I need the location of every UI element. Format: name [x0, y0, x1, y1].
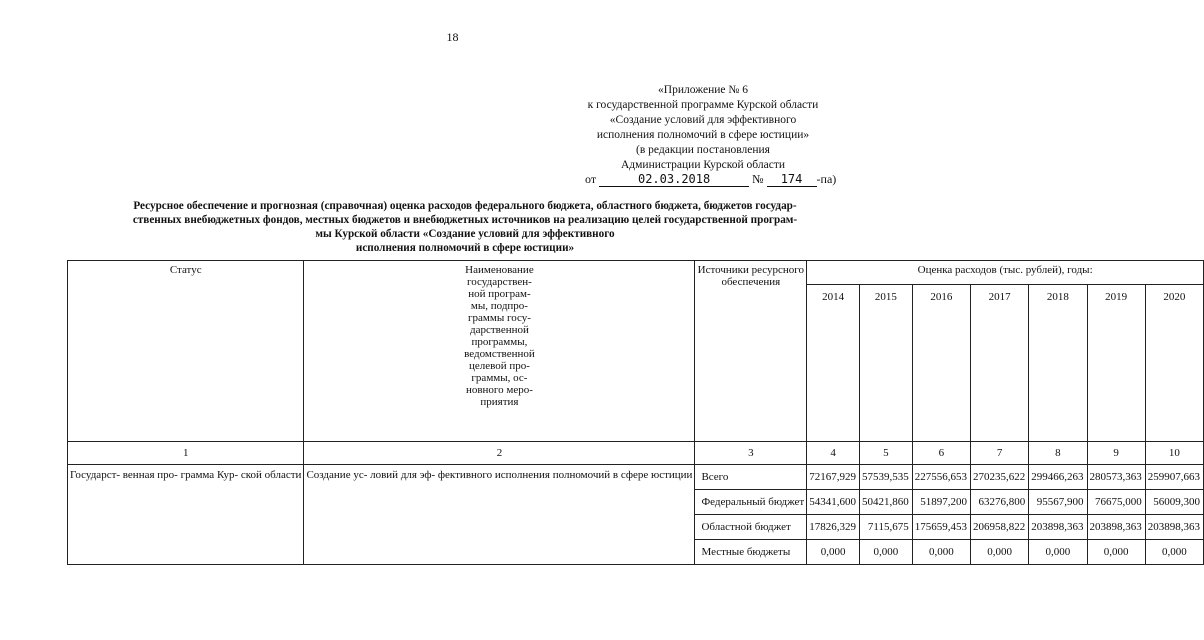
value-cell: 203898,363	[1087, 515, 1145, 540]
source-cell: Областной бюджет	[695, 515, 807, 540]
page-number: 18	[446, 30, 459, 44]
decree-number: 174	[767, 172, 817, 187]
value-cell: 203898,363	[1029, 515, 1087, 540]
column-number: 2	[304, 442, 695, 465]
year-header: 2017	[971, 285, 1029, 442]
value-cell: 206958,822	[971, 515, 1029, 540]
appendix-line: исполнения полномочий в сфере юстиции»	[596, 129, 810, 141]
value-cell: 259907,663	[1145, 465, 1203, 490]
document-title	[70, 199, 860, 255]
value-cell: 51897,200	[912, 490, 970, 515]
appendix-line: (в редакции постановления	[636, 144, 770, 156]
source-cell: Всего	[695, 465, 807, 490]
decree-reference	[585, 172, 836, 187]
value-cell: 270235,622	[971, 465, 1029, 490]
from-label: от	[585, 172, 597, 186]
number-label: №	[752, 172, 764, 186]
column-number: 3	[695, 442, 807, 465]
column-number: 6	[912, 442, 970, 465]
value-cell: 299466,263	[1029, 465, 1087, 490]
year-header: 2020	[1145, 285, 1203, 442]
year-header: 2016	[912, 285, 970, 442]
value-cell: 0,000	[1029, 540, 1087, 565]
title-line: ственных внебюджетных фондов, местных бюджетов и внебюджетных источников на реализацию целей государственной програм-	[132, 214, 798, 226]
value-cell: 72167,929	[807, 465, 860, 490]
value-cell: 57539,535	[860, 465, 913, 490]
value-cell: 0,000	[912, 540, 970, 565]
title-line: мы Курской области «Создание условий для эффективного	[315, 228, 615, 240]
value-cell: 0,000	[971, 540, 1029, 565]
value-cell: 7115,675	[860, 515, 913, 540]
value-cell: 63276,800	[971, 490, 1029, 515]
value-cell: 0,000	[807, 540, 860, 565]
status-cell: Государст- венная про- грамма Кур- ской области	[68, 465, 304, 565]
value-cell: 280573,363	[1087, 465, 1145, 490]
value-cell: 0,000	[1145, 540, 1203, 565]
decree-date: 02.03.2018	[599, 172, 749, 187]
header-sources: Источники ресурсного обеспечения	[695, 261, 807, 442]
value-cell: 95567,900	[1029, 490, 1087, 515]
source-cell: Местные бюджеты	[695, 540, 807, 565]
appendix-line: к государственной программе Курской области	[587, 99, 819, 111]
value-cell: 56009,300	[1145, 490, 1203, 515]
table-row	[68, 465, 1204, 490]
value-cell: 50421,860	[860, 490, 913, 515]
source-cell: Федеральный бюджет	[695, 490, 807, 515]
year-header: 2015	[860, 285, 913, 442]
value-cell: 0,000	[860, 540, 913, 565]
appendix-header	[548, 83, 858, 173]
number-suffix: -па)	[816, 172, 837, 186]
value-cell: 17826,329	[807, 515, 860, 540]
column-number: 7	[971, 442, 1029, 465]
appendix-line: «Создание условий для эффективного	[609, 114, 797, 126]
column-number: 8	[1029, 442, 1087, 465]
column-number: 1	[68, 442, 304, 465]
year-header: 2018	[1029, 285, 1087, 442]
year-header: 2019	[1087, 285, 1145, 442]
header-name: Наименование государствен- ной програм- мы, подпро- граммы госу- дарственной программы, ведомственной целевой про- граммы, ос- новного меро- приятия	[304, 261, 695, 442]
header-estimate: Оценка расходов (тыс. рублей), годы:	[807, 261, 1204, 285]
value-cell: 76675,000	[1087, 490, 1145, 515]
year-header: 2014	[807, 285, 860, 442]
column-number: 4	[807, 442, 860, 465]
title-line: Ресурсное обеспечение и прогнозная (справочная) оценка расходов федерального бюджета, областного бюджета, бюджетов государ-	[133, 200, 797, 212]
title-line: исполнения полномочий в сфере юстиции»	[355, 242, 575, 254]
appendix-line: Администрации Курской области	[621, 159, 785, 171]
value-cell: 54341,600	[807, 490, 860, 515]
value-cell: 0,000	[1087, 540, 1145, 565]
appendix-line: «Приложение № 6	[658, 84, 748, 96]
value-cell: 227556,653	[912, 465, 970, 490]
program-name-cell: Создание ус- ловий для эф- фективного исполнения полномочий в сфере юстиции	[304, 465, 695, 565]
resource-table	[67, 260, 1204, 565]
value-cell: 203898,363	[1145, 515, 1203, 540]
column-number: 9	[1087, 442, 1145, 465]
column-number: 10	[1145, 442, 1203, 465]
column-number: 5	[860, 442, 913, 465]
value-cell: 175659,453	[912, 515, 970, 540]
header-status: Статус	[68, 261, 304, 442]
